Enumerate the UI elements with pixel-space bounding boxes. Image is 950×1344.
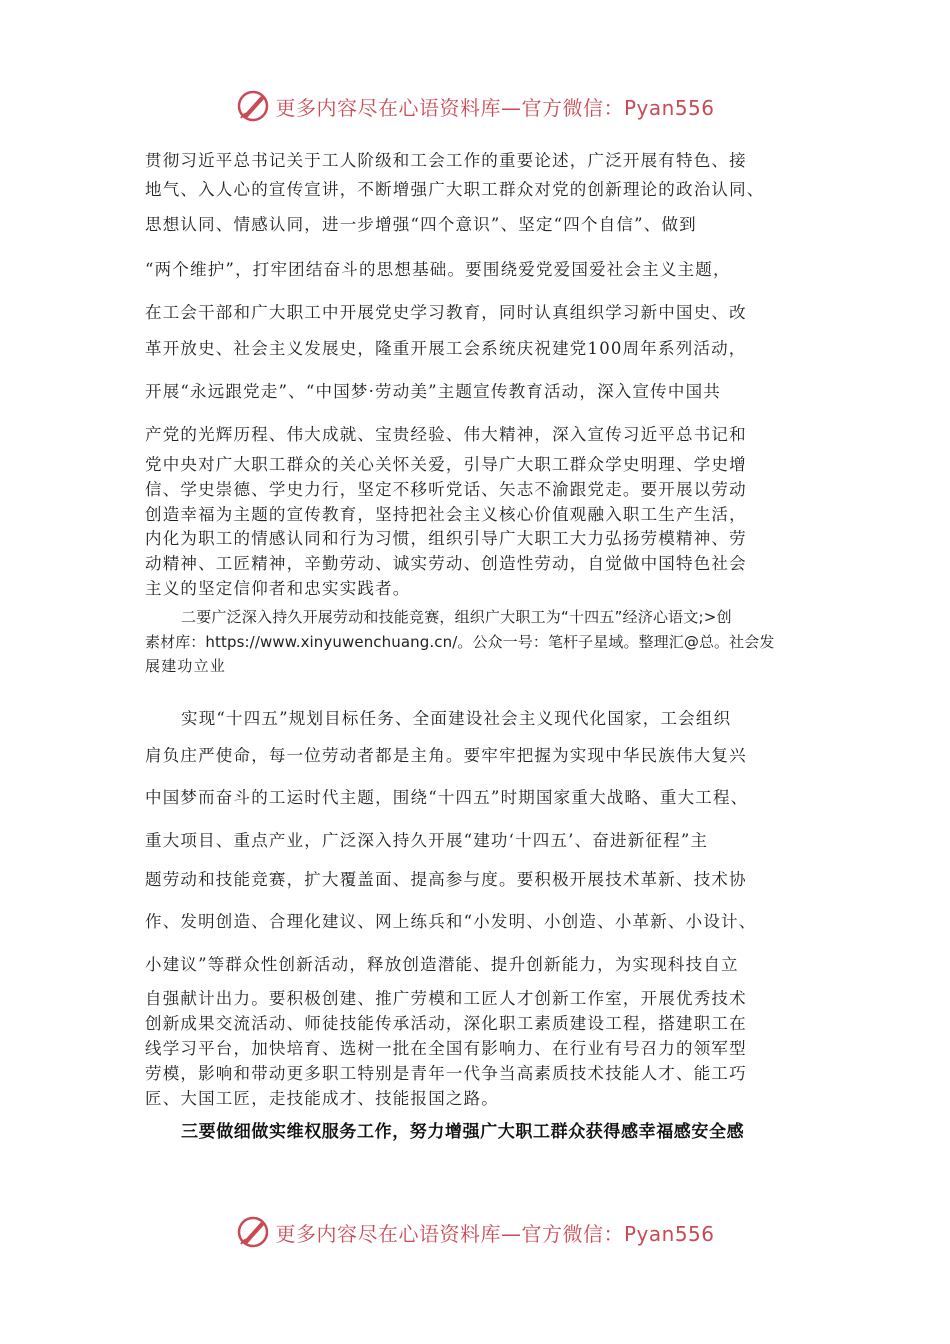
text-line: 党中央对广大职工群众的关心关怀关爱，引导广大职工群众学史明理、学史增 [145, 455, 747, 474]
text-line: 地气、入人心的宣传宣讲，不断增强广大职工群众对党的创新理论的政治认同、 [145, 180, 765, 199]
paragraph-3 [145, 700, 810, 1111]
text-line: 内化为职工的情感认同和行为习惯，组织引导广大职工大力弘扬劳模精神、劳 [145, 529, 747, 549]
paragraph-1 [145, 148, 810, 602]
text-line: 小建议”等群众性创新活动，释放创造潜能、提升创新能力，为实现科技自立 [145, 955, 739, 975]
text-line: 素材库：https://www.xinyuwenchuang.cn/。公众一号：笔杆子星域。整理汇@总。社会发 [145, 632, 775, 651]
text-line: 中国梦而奋斗的工运时代主题，围绕“十四五”时期国家重大战略、重大工程、 [145, 788, 749, 808]
text-line: 肩负庄严使命，每一位劳动者都是主角。要牢牢把握为实现中华民族伟大复兴 [145, 746, 747, 766]
text-line: 信、学史崇德、学史力行，坚定不移听党话、矢志不渝跟党走。要开展以劳动 [145, 479, 747, 499]
text-line: 二要广泛深入持久开展劳动和技能竞赛，组织广大职工为“十四五”经济心语文;>创 [181, 607, 732, 626]
text-line: 在工会干部和广大职工中开展党史学习教育，同时认真组织学习新中国史、改 [145, 303, 747, 322]
text-line: 匠、大国工匠，走技能成才、技能报国之路。 [145, 1088, 499, 1108]
text-line: 题劳动和技能竞赛，扩大覆盖面、提高参与度。要积极开展技术革新、技术协 [145, 870, 747, 890]
text-line: 劳模，影响和带动更多职工特别是青年一代争当高素质技术技能人才、能工巧 [145, 1063, 747, 1083]
wechat-id: Pyan556 [623, 1221, 715, 1246]
banner-text: 更多内容尽在心语资料库—官方微信：Pyan556 [275, 1221, 715, 1246]
text-line: 思想认同、情感认同，进一步增强“四个意识”、坚定“四个自信”、做到 [145, 215, 697, 234]
banner-text: 更多内容尽在心语资料库—官方微信：Pyan556 [275, 95, 715, 120]
text-line: 创新成果交流活动、师徒技能传承活动，深化职工素质建设工程，搭建职工在 [145, 1014, 747, 1034]
text-line: 主义的坚定信仰者和忠实实践者。 [145, 578, 411, 598]
footer-banner [0, 1212, 950, 1252]
text-line: 重大项目、重点产业，广泛深入持久开展“建功‘十四五’、奋进新征程”主 [145, 831, 709, 851]
paragraph-2 [145, 605, 810, 679]
text-line: 产党的光辉历程、伟大成就、宝贵经验、伟大精神，深入宣传习近平总书记和 [145, 425, 747, 444]
text-line: 创造幸福为主题的宣传教育，坚持把社会主义核心价值观融入职工生产生活， [145, 504, 747, 524]
text-line: 贯彻习近平总书记关于工人阶级和工会工作的重要论述，广泛开展有特色、接 [145, 151, 747, 170]
section-heading-3: 三要做细做实维权服务工作，努力增强广大职工群众获得感幸福感安全感 [181, 1122, 745, 1143]
pen-circle-logo-icon [235, 88, 271, 124]
text-line: 实现“十四五”规划目标任务、全面建设社会主义现代化国家，工会组织 [181, 709, 732, 729]
document-body [145, 148, 810, 1145]
text-line: 作、发明创造、合理化建议、网上练兵和“小发明、小创造、小革新、小设计、 [145, 912, 757, 932]
header-banner [0, 86, 950, 126]
text-line: 动精神、工匠精神，辛勤劳动、诚实劳动、创造性劳动，自觉做中国特色社会 [145, 554, 747, 574]
text-line: 开展“永远跟党走”、“中国梦·劳动美”主题宣传教育活动，深入宣传中国共 [145, 382, 721, 401]
text-line: 展建功立业 [145, 657, 227, 676]
text-line: 自强献计出力。要积极创建、推广劳模和工匠人才创新工作室，开展优秀技术 [145, 989, 747, 1009]
text-line: “两个维护”，打牢团结奋斗的思想基础。要围绕爱党爱国爱社会主义主题， [145, 260, 731, 279]
pen-circle-logo-icon [235, 1214, 271, 1250]
wechat-id: Pyan556 [623, 95, 715, 120]
text-line: 线学习平台，加快培育、选树一批在全国有影响力、在行业有号召力的领军型 [145, 1038, 747, 1058]
text-line: 革开放史、社会主义发展史，隆重开展工会系统庆祝建党100周年系列活动， [145, 339, 747, 358]
